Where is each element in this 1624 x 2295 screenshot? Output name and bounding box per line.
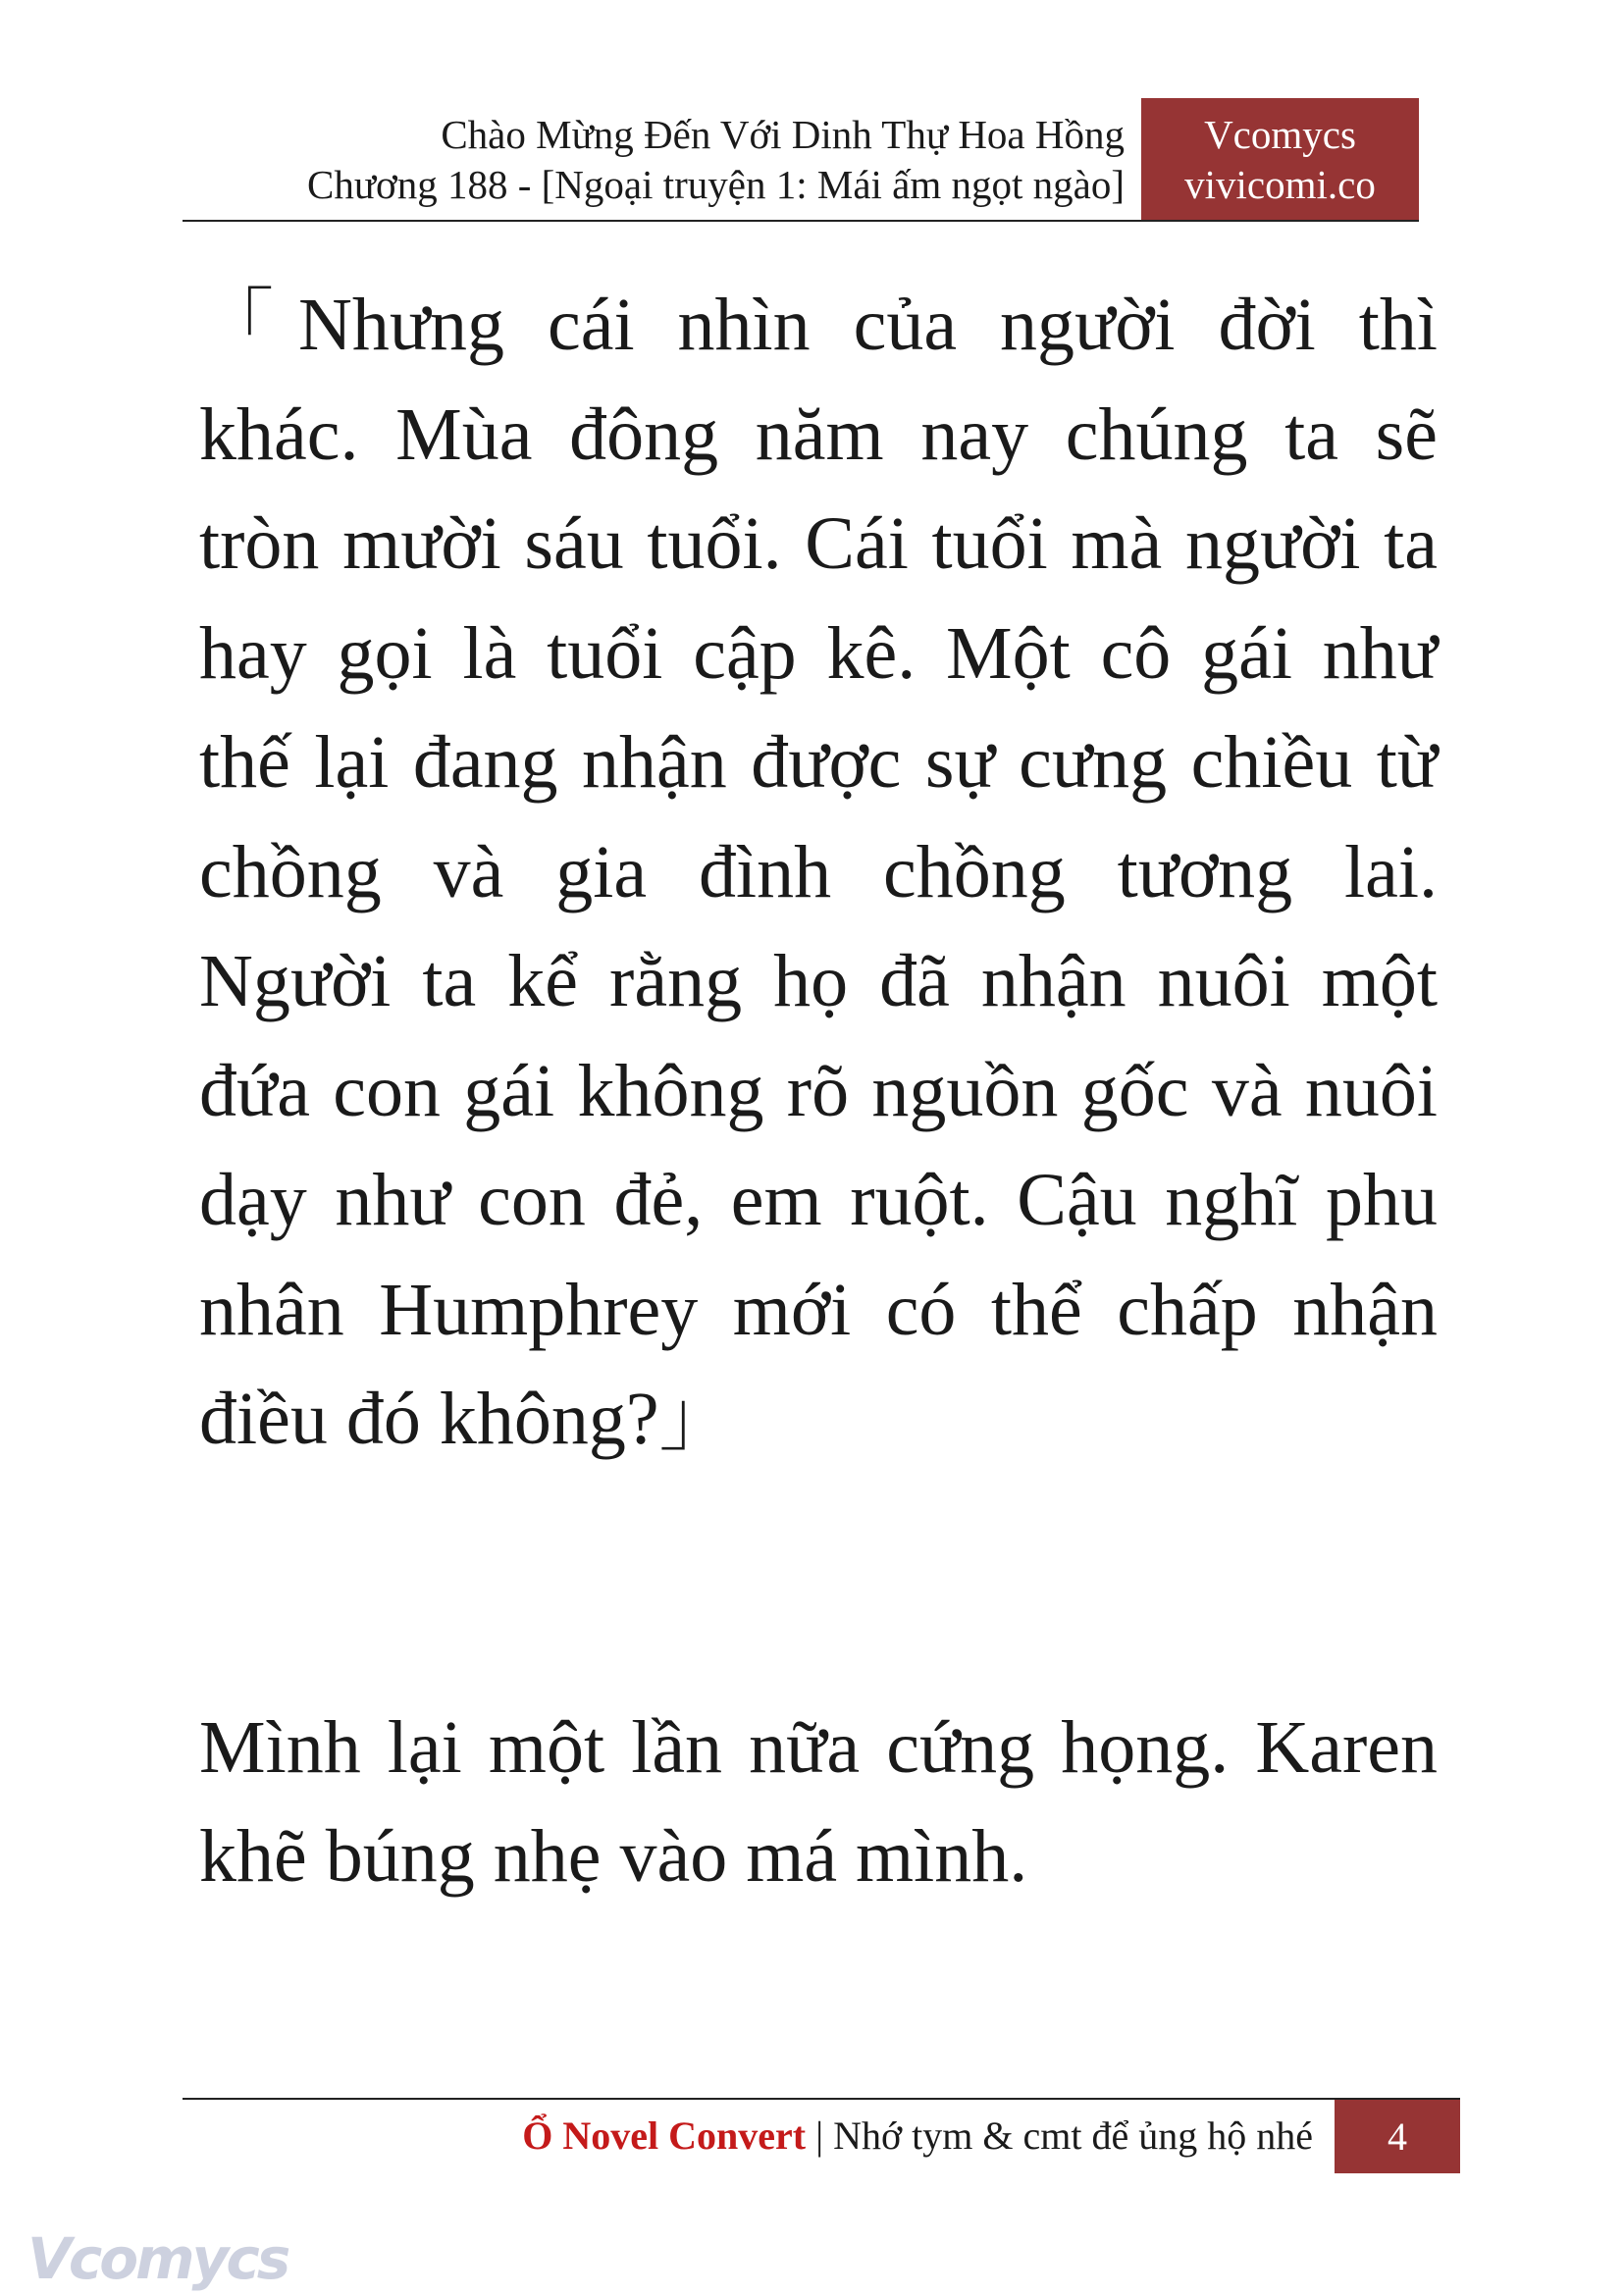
brand-url: vivicomi.co [1184,162,1376,207]
brand-box [1141,98,1419,220]
watermark-logo: Vcomycs [27,2225,288,2292]
header-titles [307,110,1125,210]
footer-text [522,2112,1313,2161]
chapter-title: Chương 188 - [Ngoại truyện 1: Mái ấm ngọt ngào] [306,162,1125,207]
footer-separator: | [806,2113,834,2158]
book-title: Chào Mừng Đến Với Dinh Thự Hoa Hồng [441,112,1125,157]
page-header [183,98,1419,222]
footer-message: Nhớ tym & cmt để ủng hộ nhé [833,2113,1313,2158]
page-number: 4 [1335,2100,1460,2173]
paragraph-1: 「Nhưng cái nhìn của người đời thì khác. Mùa đông năm nay chúng ta sẽ tròn mười sáu tuổi. Cái tuổi mà người ta hay gọi là tuổi cập kê. Một cô gái như thế lại đang nhận được sự cưng chiều từ chồng và gia đình chồng tương lai. Người ta kể rằng họ đã nhận nuôi một đứa con gái không rõ nguồn gốc và nuôi dạy như con đẻ, em ruột. Cậu nghĩ phu nhân Humphrey mới có thể chấp nhận điều đó không?」 [199,284,1438,1460]
footer-site-name: Ổ Novel Convert [522,2113,807,2158]
page-content [199,271,1438,1912]
page-footer [183,2098,1460,2173]
brand-name: Vcomycs [1204,112,1356,157]
paragraph-2: Mình lại một lần nữa cứng họng. Karen khẽ búng nhẹ vào má mình. [199,1705,1438,1898]
